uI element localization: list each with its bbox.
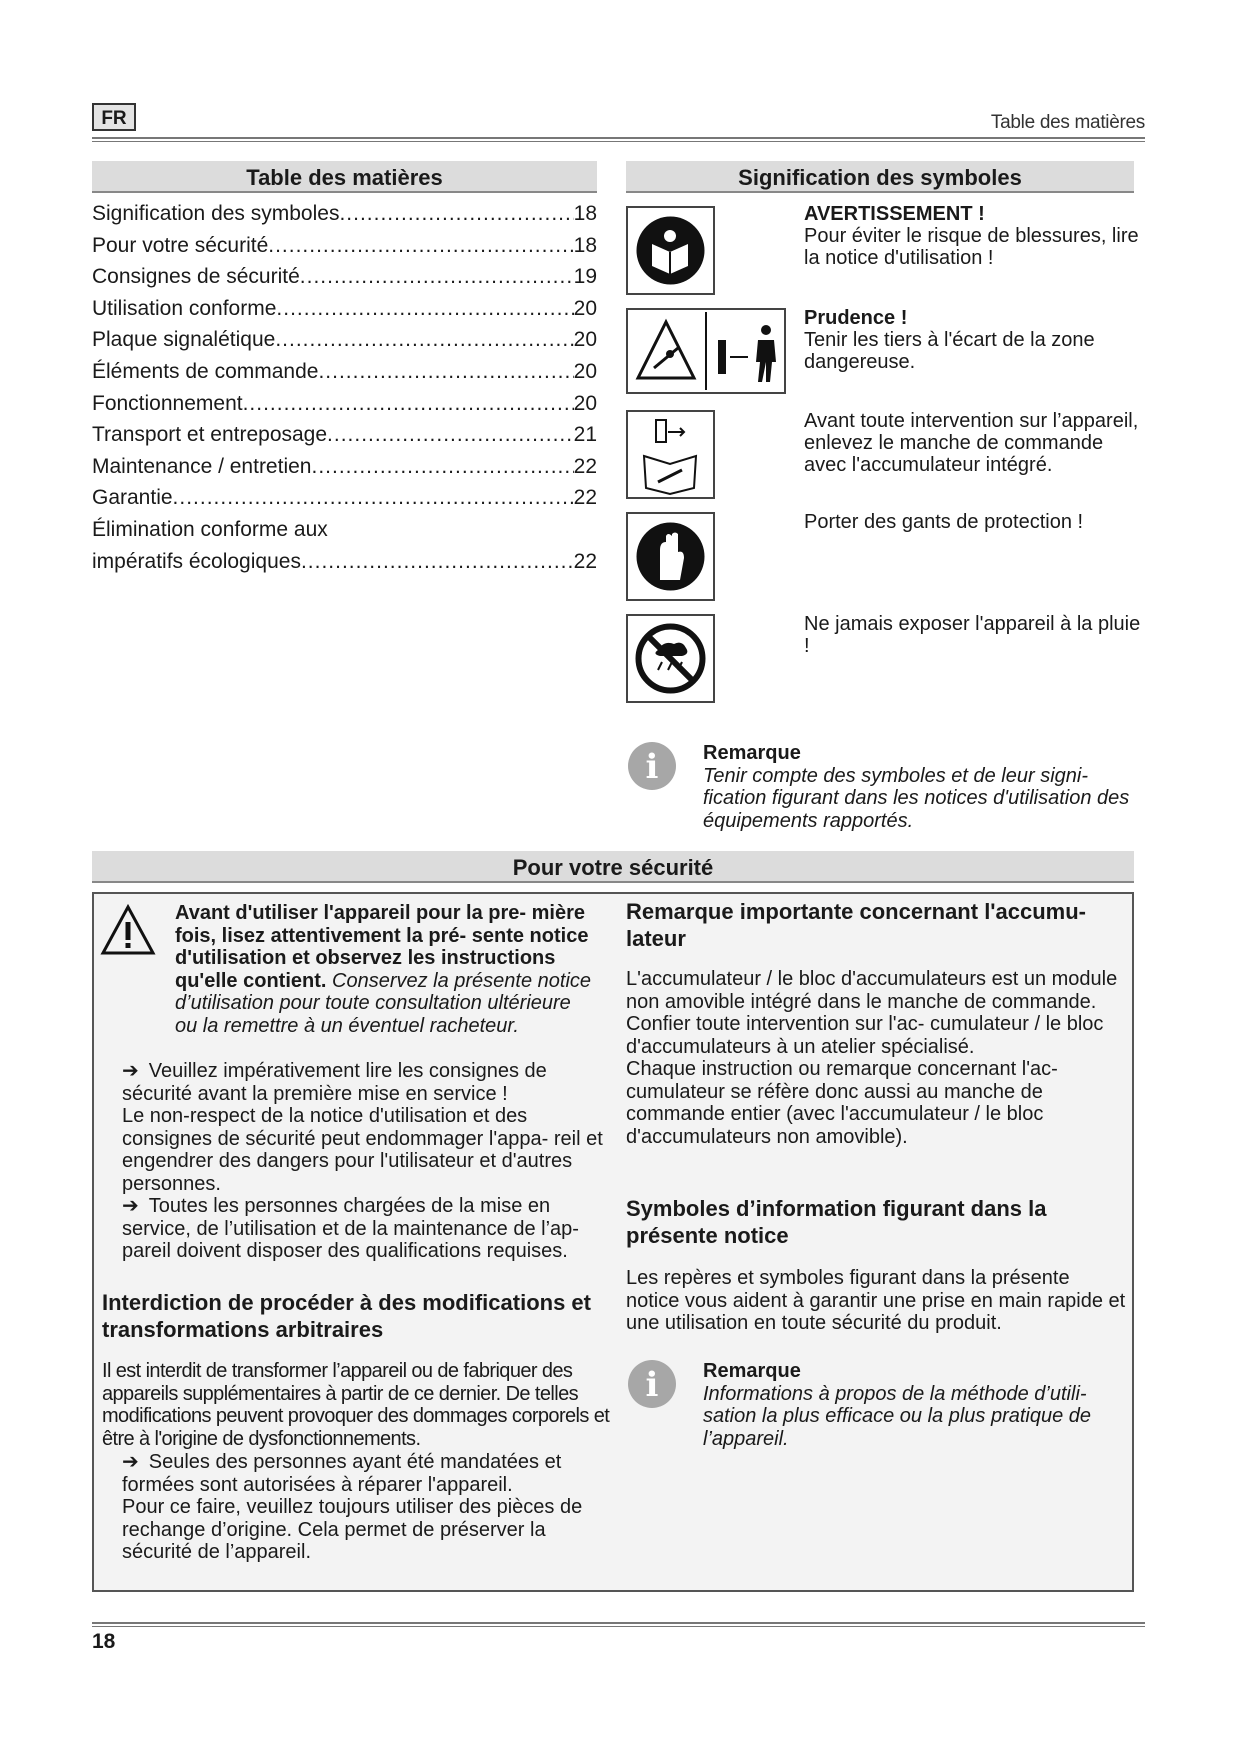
toc-entry-title: Maintenance / entretien	[92, 454, 312, 478]
toc-leader	[268, 234, 573, 258]
toc-leader	[327, 423, 574, 447]
modifications-heading: Interdiction de procéder à des modifications et transformations arbitraires	[102, 1290, 591, 1342]
warning-triangle-icon	[100, 904, 156, 961]
symbol-caution-body: Tenir les tiers à l'écart de la zone dangereuse.	[804, 329, 1095, 373]
toc-entry-page: 20	[573, 391, 597, 415]
safety-p5: ➔ Seules des personnes ayant été mandatées et formées sont autorisées à réparer l'appareil.	[122, 1451, 562, 1496]
symbol-warning-head: AVERTISSEMENT !	[804, 203, 985, 225]
toc-entry	[92, 486, 597, 518]
safety-p9: Les repères et symboles figurant dans la présente notice vous aident à garantir une prise en main rapide et une utilisation en toute sécurité du produit.	[626, 1267, 1126, 1334]
toc-leader	[276, 297, 573, 321]
toc-entry-page: 22	[573, 549, 597, 573]
running-title: Table des matières	[990, 112, 1145, 133]
toc-leader	[243, 392, 574, 416]
toc-entry-page: 22	[573, 486, 597, 510]
safety-p4: Il est interdit de transformer l’appareil ou de fabriquer des appareils supplémentaires à partir de ce dernier. De telles modifications peuvent provoquer des dommages corporels et être à l'origine de dysfonctionnements.	[102, 1360, 610, 1450]
remark-body: Tenir compte des symboles et de leur signi- fication figurant dans les notices d'utilisation des équipements rapportés.	[703, 764, 1130, 832]
toc-entry	[92, 423, 597, 455]
toc-entry-page: 22	[573, 454, 597, 478]
symbol-caution-text	[804, 307, 1144, 373]
remark-body: Informations à propos de la méthode d’utili- sation la plus efficace ou la plus pratique de l’appareil.	[703, 1382, 1092, 1450]
remove-handle-icon	[626, 410, 715, 499]
toc-entry	[92, 265, 597, 297]
toc-entry-page: 18	[573, 233, 597, 257]
symbol-rain-text: Ne jamais exposer l'appareil à la pluie !	[804, 613, 1141, 657]
toc-entry-title: Consignes de sécurité	[92, 265, 300, 289]
safety-remark	[703, 1360, 1133, 1450]
toc-leader	[339, 202, 573, 226]
info-symbols-heading: Symboles d’information figurant dans la présente notice	[626, 1196, 1047, 1248]
toc-entry-page: 20	[573, 359, 597, 383]
toc-entry-page: 20	[573, 328, 597, 352]
remark-head: Remarque	[703, 742, 801, 764]
toc-entry	[92, 234, 597, 266]
toc-entry-title: Élimination conforme aux	[92, 517, 328, 541]
symbol-gloves-text: Porter des gants de protection !	[804, 511, 1084, 533]
page-number: 18	[92, 1630, 116, 1653]
toc-entry	[92, 518, 597, 550]
safety-heading: Pour votre sécurité	[92, 851, 1134, 883]
arrow-icon: ➔	[122, 1451, 139, 1473]
safety-p7: L'accumulateur / le bloc d'accumulateurs est un module non amovible intégré dans le manche de commande. Confier toute intervention sur l'ac- cumulateur / le bloc d'accumulateurs à un atelier spécialisé.	[626, 968, 1118, 1058]
toc-leader	[311, 455, 573, 479]
toc-heading: Table des matières	[92, 161, 597, 193]
safety-warning	[175, 902, 595, 1037]
toc-entry-title: Utilisation conforme	[92, 296, 277, 320]
keep-distance-icon	[626, 308, 786, 394]
toc-entry-title: Transport et entreposage	[92, 423, 328, 447]
toc-entry	[92, 392, 597, 424]
toc-entry-title: Éléments de commande	[92, 359, 319, 383]
symbol-remove-text: Avant toute intervention sur l’appareil, enlevez le manche de commande avec l'accumulateur intégré.	[804, 410, 1139, 476]
toc-list	[92, 202, 597, 581]
toc-entry	[92, 550, 597, 582]
toc-leader	[301, 550, 574, 574]
toc-entry	[92, 360, 597, 392]
no-rain-icon	[626, 614, 715, 703]
toc-leader	[173, 486, 574, 510]
safety-p6: Pour ce faire, veuillez toujours utiliser des pièces de rechange d’origine. Cela permet de préserver la sécurité de l’appareil.	[122, 1496, 583, 1563]
remark-head: Remarque	[703, 1360, 801, 1382]
safety-p2: Le non-respect de la notice d'utilisation et des consignes de sécurité peut endommager l'appa- reil et engendrer des dangers pour l'utilisateur et d'autres personnes.	[122, 1105, 603, 1195]
symbol-caution-head: Prudence !	[804, 307, 908, 329]
arrow-icon: ➔	[122, 1060, 139, 1082]
safety-p1: ➔ Veuillez impérativement lire les consignes de sécurité avant la première mise en service !	[122, 1060, 547, 1105]
gloves-icon	[626, 512, 715, 601]
toc-leader	[300, 265, 574, 289]
safety-p3: ➔ Toutes les personnes chargées de la mise en service, de l’utilisation et de la maintenance de l’ap- pareil doivent disposer des qualifications requises.	[122, 1195, 579, 1262]
symbols-remark	[703, 742, 1133, 832]
warning-bold-text: Avant d'utiliser l'appareil pour la pre- mière fois, lisez attentivement la pré- sente notice d'utilisation et observez les instructions qu'elle contient.	[175, 902, 589, 992]
toc-entry	[92, 455, 597, 487]
read-manual-icon	[626, 206, 715, 295]
symbol-warning-text	[804, 203, 1144, 269]
toc-leader	[318, 360, 573, 384]
battery-text	[626, 968, 1126, 1148]
symbols-heading: Signification des symboles	[626, 161, 1134, 193]
battery-heading: Remarque importante concernant l'accumu- lateur	[626, 899, 1087, 951]
toc-entry-title: Fonctionnement	[92, 391, 243, 415]
toc-entry-page: 20	[573, 296, 597, 320]
header-rule	[92, 137, 1145, 142]
warning-italic-text: Conservez la présente notice d’utilisation pour toute consultation ultérieure ou la remettre à un éventuel racheteur.	[175, 969, 592, 1037]
toc-entry-page: 18	[573, 202, 597, 225]
info-icon: i	[628, 1360, 676, 1408]
toc-entry	[92, 297, 597, 329]
toc-entry-page: 19	[573, 265, 597, 289]
toc-leader	[275, 328, 573, 352]
toc-entry-title: Signification des symboles	[92, 202, 340, 225]
toc-entry	[92, 202, 597, 234]
toc-entry-title: Plaque signalétique	[92, 328, 276, 352]
symbol-warning-body: Pour éviter le risque de blessures, lire la notice d'utilisation !	[804, 225, 1139, 269]
info-icon: i	[628, 742, 676, 790]
toc-entry	[92, 328, 597, 360]
toc-entry-title: Pour votre sécurité	[92, 233, 269, 257]
safety-p8: Chaque instruction ou remarque concernant l'ac- cumulateur se réfère donc aussi au manche de commande entier (avec l'accumulateur / le bloc d'accumulateurs non amovible).	[626, 1058, 1058, 1148]
safety-repair	[122, 1451, 612, 1564]
safety-paragraphs	[122, 1060, 607, 1263]
language-badge: FR	[92, 103, 136, 131]
toc-entry-page: 21	[573, 423, 597, 447]
arrow-icon: ➔	[122, 1195, 139, 1217]
toc-entry-title: Garantie	[92, 486, 173, 510]
toc-entry-title: impératifs écologiques	[92, 549, 301, 573]
footer-rule	[92, 1622, 1145, 1627]
